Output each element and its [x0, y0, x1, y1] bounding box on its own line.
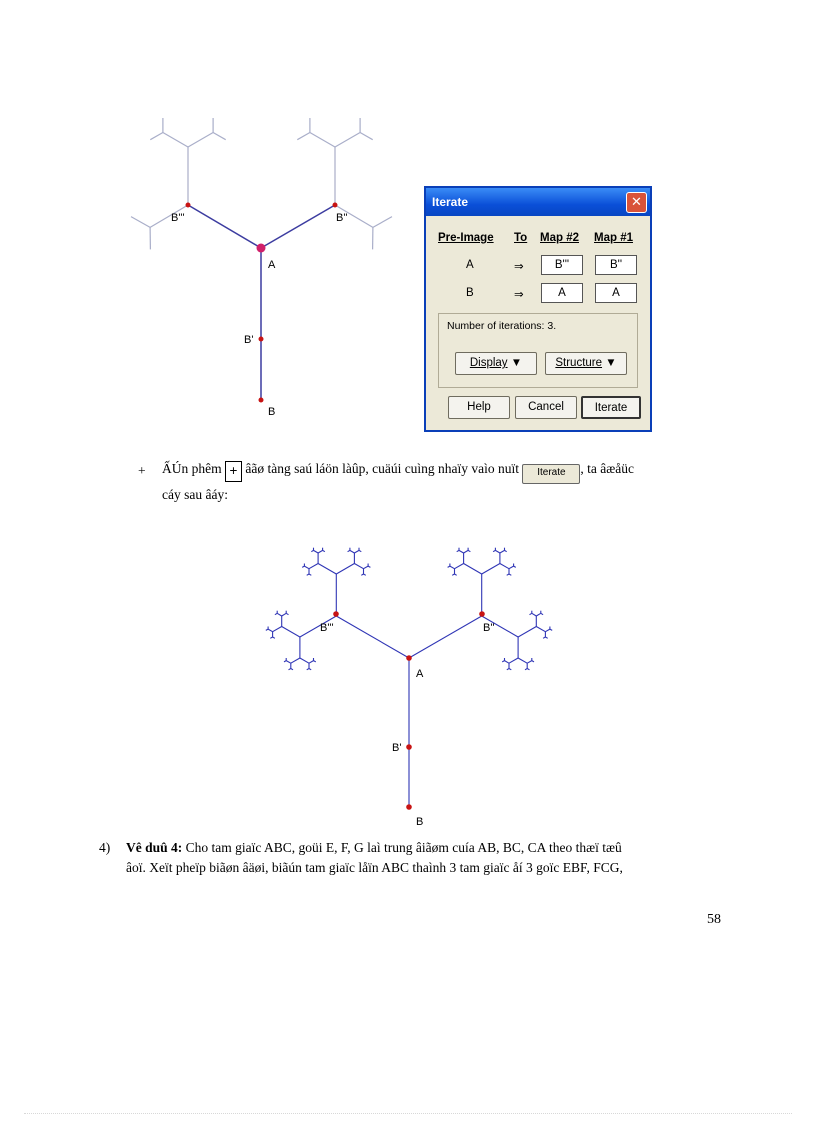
tree-branch — [509, 566, 514, 569]
step-text-a: ẤÚn phêm — [162, 461, 222, 476]
tree-branch — [314, 550, 319, 553]
tree-branch — [270, 637, 272, 638]
tree-branch — [213, 133, 226, 140]
fig2-label-b-double: B'' — [483, 622, 495, 634]
tree-branch — [150, 133, 163, 140]
fig1-main-branches — [188, 205, 335, 400]
page-number: 58 — [707, 912, 721, 927]
inline-iterate-button: Iterate — [522, 464, 580, 484]
step-paragraph — [162, 459, 724, 484]
tree-branch — [131, 217, 150, 228]
tree-branch — [364, 574, 366, 575]
tree-branch — [507, 669, 509, 670]
item-bold-title: Vê duû 4: — [126, 840, 183, 855]
tree-branch — [468, 550, 470, 551]
tree-branch — [509, 669, 511, 670]
tree-branch — [286, 661, 291, 664]
tree-branch — [450, 566, 455, 569]
fig1-label-b-prime: B' — [244, 334, 254, 346]
tree-branch — [495, 550, 500, 553]
tree-branch — [482, 564, 500, 575]
tree-branch — [323, 550, 325, 551]
step-text-b: âãø tàng saú láön làûp, cuäúi cuìng nhaïy vaìo nuït — [245, 461, 520, 476]
tree-branch — [289, 669, 291, 670]
tree-branch — [307, 574, 309, 575]
tree-branch — [525, 669, 527, 670]
tree-branch — [284, 661, 286, 662]
row-b-map1-field[interactable]: A — [595, 283, 637, 303]
tree-branch — [291, 669, 293, 670]
tree-branch — [545, 629, 550, 632]
item-line-2: âoï. Xeït pheïp biãøn âäøi, biãún tam giaïc låïn ABC thaình 3 tam giaïc åí 3 goïc EBF, FCG, — [126, 860, 623, 875]
fractal-tree-figure-2 — [0, 500, 816, 830]
fig1-label-b-triple: B''' — [171, 212, 185, 224]
tree-branch — [464, 550, 469, 553]
tree-branch — [350, 550, 355, 553]
tree-branch — [545, 637, 547, 638]
tree-branch — [282, 627, 300, 638]
tree-branch — [266, 629, 268, 630]
tree-branch — [309, 661, 314, 664]
fig2-label-a: A — [416, 668, 424, 680]
row-a-map2-field[interactable]: B''' — [541, 255, 583, 275]
step-text-c: , ta âæåüc — [580, 461, 635, 476]
tree-branch — [502, 661, 504, 662]
tree-branch — [518, 627, 536, 638]
tree-branch — [532, 661, 534, 662]
tree-branch — [304, 566, 309, 569]
header-pre-image: Pre-Image — [438, 232, 494, 244]
display-label: Display — [469, 357, 508, 369]
step-line-2: cáy sau âáy: — [162, 487, 228, 502]
tree-branch — [505, 550, 507, 551]
tree-branch — [459, 550, 464, 553]
iterations-group — [438, 313, 638, 388]
plus-key-icon: + — [225, 461, 242, 482]
fig2-label-b-triple: B''' — [320, 622, 334, 634]
tree-branch — [507, 574, 509, 575]
tree-branch — [318, 564, 336, 575]
tree-branch — [373, 217, 392, 228]
tree-branch — [348, 550, 350, 551]
tree-branch — [286, 613, 288, 614]
tree-branch — [275, 613, 277, 614]
fig2-branches — [266, 548, 552, 807]
tree-branch — [536, 613, 541, 616]
tree-branch — [354, 550, 359, 553]
dialog-title: Iterate — [432, 195, 469, 209]
tree-branch — [309, 669, 311, 670]
row-a-pre: A — [466, 259, 474, 271]
help-button[interactable]: Help — [448, 396, 510, 419]
tree-branch — [188, 133, 213, 148]
iterations-text: Number of iterations: 3. — [447, 320, 557, 332]
iterate-button[interactable]: Iterate — [581, 396, 641, 419]
tree-branch — [368, 566, 370, 567]
row-b-arrow: ⇒ — [514, 289, 524, 301]
tree-branch — [307, 669, 309, 670]
tree-branch — [448, 566, 450, 567]
tree-branch — [277, 613, 282, 616]
tree-branch — [409, 616, 482, 658]
structure-button[interactable] — [545, 352, 627, 375]
tree-branch — [509, 658, 518, 663]
display-button[interactable] — [455, 352, 537, 375]
tree-branch — [500, 564, 509, 569]
structure-label: Structure — [555, 357, 603, 369]
tree-branch — [273, 627, 282, 632]
tree-branch — [518, 658, 527, 663]
tree-branch — [359, 550, 361, 551]
tree-branch — [309, 574, 311, 575]
caret-down-icon: ▼ — [605, 357, 617, 369]
tree-branch — [541, 613, 543, 614]
close-icon[interactable]: ✕ — [626, 192, 647, 213]
tree-branch — [452, 574, 454, 575]
row-b-pre: B — [466, 287, 474, 299]
fig1-label-b: B — [268, 406, 276, 418]
fig2-label-b: B — [416, 816, 424, 828]
fig2-label-b-prime: B' — [392, 742, 402, 754]
tree-branch — [527, 669, 529, 670]
tree-branch — [273, 637, 275, 638]
item-number: 4) — [99, 840, 111, 855]
tree-branch — [282, 613, 287, 616]
tree-branch — [314, 661, 316, 662]
iterate-dialog — [424, 186, 652, 432]
tree-branch — [364, 566, 369, 569]
tree-branch — [318, 550, 323, 553]
tree-branch — [297, 133, 310, 140]
cancel-button[interactable]: Cancel — [515, 396, 577, 419]
tree-branch — [550, 629, 552, 630]
tree-branch — [530, 613, 532, 614]
tree-branch — [335, 133, 360, 148]
tree-branch — [505, 661, 510, 664]
footer-divider — [24, 1113, 792, 1114]
tree-branch — [532, 613, 537, 616]
dialog-title-bar[interactable] — [426, 188, 650, 216]
tree-branch — [457, 550, 459, 551]
row-a-map1-field[interactable]: B'' — [595, 255, 637, 275]
tree-branch — [309, 564, 318, 569]
item-text-1: Cho tam giaïc ABC, goüi E, F, G laì trung âiãøm cuía AB, BC, CA theo thæï tæû — [185, 840, 622, 855]
tree-branch — [514, 566, 516, 567]
tree-branch — [336, 616, 409, 658]
tree-branch — [311, 550, 313, 551]
tree-branch — [300, 658, 309, 663]
tree-branch — [302, 566, 304, 567]
tree-branch — [163, 133, 188, 148]
tree-branch — [509, 574, 511, 575]
header-to: To — [514, 232, 528, 244]
tree-branch — [536, 627, 545, 632]
tree-branch — [336, 564, 354, 575]
row-b-map2-field[interactable]: A — [541, 283, 583, 303]
tree-branch — [360, 133, 373, 140]
tree-branch — [310, 133, 335, 148]
tree-branch — [354, 564, 363, 569]
tree-branch — [527, 661, 532, 664]
header-map1: Map #1 — [594, 232, 633, 244]
tree-branch — [455, 564, 464, 569]
caret-down-icon: ▼ — [510, 357, 523, 369]
tree-branch — [500, 550, 505, 553]
step-bullet: + — [138, 463, 146, 478]
header-map2: Map #2 — [540, 232, 579, 244]
row-a-arrow: ⇒ — [514, 261, 524, 273]
tree-branch — [464, 564, 482, 575]
fractal-tree-figure-1 — [0, 0, 816, 440]
fig1-label-a: A — [268, 259, 276, 271]
tree-branch — [543, 637, 545, 638]
tree-branch — [455, 574, 457, 575]
tree-branch — [291, 658, 300, 663]
tree-branch — [493, 550, 495, 551]
tree-branch — [361, 574, 363, 575]
item-line-1 — [126, 838, 724, 857]
tree-branch — [268, 629, 273, 632]
fig1-label-b-double: B'' — [336, 212, 348, 224]
fig1-light-branches — [131, 118, 392, 249]
